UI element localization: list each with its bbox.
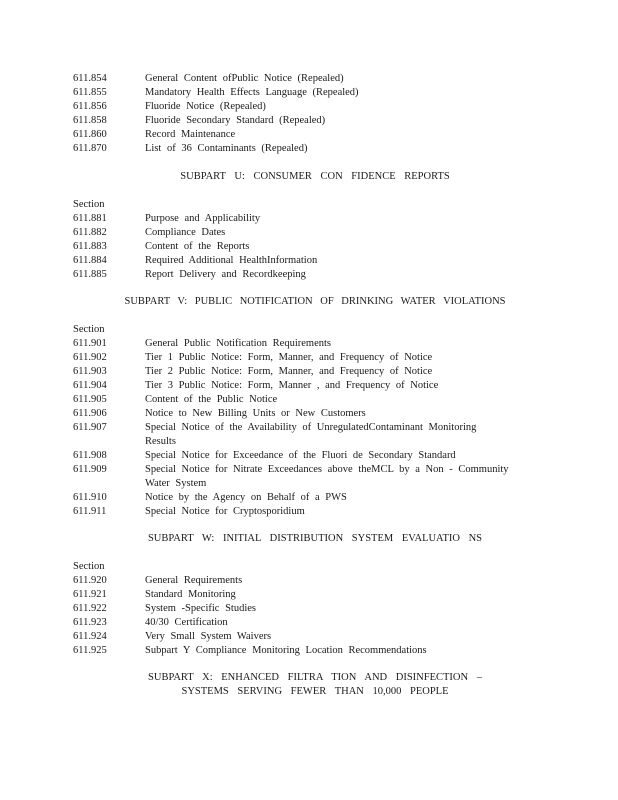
section-number: 611.881 bbox=[73, 213, 107, 224]
section-title: Content of the Public Notice bbox=[145, 394, 278, 405]
section-label: Section bbox=[73, 199, 105, 210]
section-number: 611.923 bbox=[73, 617, 107, 628]
subpart-x-heading-line2: SYSTEMS SERVING FEWER THAN 10,000 PEOPLE bbox=[181, 686, 449, 697]
section-number: 611.921 bbox=[73, 589, 107, 600]
section-label: Section bbox=[73, 561, 105, 572]
section-number: 611.860 bbox=[73, 129, 107, 140]
section-number: 611.854 bbox=[73, 73, 107, 84]
section-title: Notice by the Agency on Behalf of a PWS bbox=[145, 492, 347, 503]
section-number: 611.902 bbox=[73, 352, 107, 363]
section-title: Required Additional HealthInformation bbox=[145, 255, 318, 266]
section-title: Mandatory Health Effects Language (Repealed) bbox=[145, 87, 359, 98]
section-number: 611.855 bbox=[73, 87, 107, 98]
section-title: Purpose and Applicability bbox=[145, 213, 261, 224]
section-number: 611.910 bbox=[73, 492, 107, 503]
section-title-continuation: Water System bbox=[145, 478, 207, 489]
section-number: 611.901 bbox=[73, 338, 107, 349]
section-title: Notice to New Billing Units or New Customers bbox=[145, 408, 366, 419]
section-title: General Public Notification Requirements bbox=[145, 338, 331, 349]
section-number: 611.870 bbox=[73, 143, 107, 154]
section-number: 611.903 bbox=[73, 366, 107, 377]
section-title: Special Notice for Cryptosporidium bbox=[145, 506, 305, 517]
section-label: Section bbox=[73, 324, 105, 335]
section-title-continuation: Results bbox=[145, 436, 176, 447]
section-number: 611.856 bbox=[73, 101, 107, 112]
section-title: 40/30 Certification bbox=[145, 617, 228, 628]
section-number: 611.925 bbox=[73, 645, 107, 656]
section-title: System -Specific Studies bbox=[145, 603, 256, 614]
section-title: Compliance Dates bbox=[145, 227, 226, 238]
section-title: Special Notice for Nitrate Exceedances above theMCL by a Non - Community bbox=[145, 464, 509, 475]
section-title: Tier 2 Public Notice: Form, Manner, and Frequency of Notice bbox=[145, 366, 433, 377]
section-number: 611.904 bbox=[73, 380, 107, 391]
subpart-x-heading-line1: SUBPART X: ENHANCED FILTRA TION AND DISINFECTION – bbox=[148, 672, 482, 683]
section-number: 611.884 bbox=[73, 255, 107, 266]
section-title: Fluoride Secondary Standard (Repealed) bbox=[145, 115, 326, 126]
section-title: General Content ofPublic Notice (Repealed) bbox=[145, 73, 344, 84]
section-number: 611.858 bbox=[73, 115, 107, 126]
section-number: 611.911 bbox=[73, 506, 107, 517]
section-title: Subpart Y Compliance Monitoring Location Recommendations bbox=[145, 645, 427, 656]
section-title: Standard Monitoring bbox=[145, 589, 236, 600]
section-number: 611.905 bbox=[73, 394, 107, 405]
subpart-v-heading: SUBPART V: PUBLIC NOTIFICATION OF DRINKING WATER VIOLATIONS bbox=[124, 296, 506, 307]
subpart-w-heading: SUBPART W: INITIAL DISTRIBUTION SYSTEM EVALUATIO NS bbox=[147, 533, 483, 544]
section-number: 611.909 bbox=[73, 464, 107, 475]
section-title: Very Small System Waivers bbox=[145, 631, 272, 642]
section-title: Special Notice for Exceedance of the Fluori de Secondary Standard bbox=[145, 450, 456, 461]
section-number: 611.882 bbox=[73, 227, 107, 238]
section-title: List of 36 Contaminants (Repealed) bbox=[145, 143, 308, 154]
section-title: Special Notice of the Availability of UnregulatedContaminant Monitoring bbox=[145, 422, 477, 433]
section-title: General Requirements bbox=[145, 575, 243, 586]
section-number: 611.920 bbox=[73, 575, 107, 586]
section-title: Report Delivery and Recordkeeping bbox=[145, 269, 306, 280]
section-title: Content of the Reports bbox=[145, 241, 250, 252]
section-number: 611.922 bbox=[73, 603, 107, 614]
section-title: Tier 1 Public Notice: Form, Manner, and Frequency of Notice bbox=[145, 352, 433, 363]
subpart-u-heading: SUBPART U: CONSUMER CON FIDENCE REPORTS bbox=[180, 171, 450, 182]
section-number: 611.883 bbox=[73, 241, 107, 252]
section-title: Fluoride Notice (Repealed) bbox=[145, 101, 266, 112]
section-number: 611.885 bbox=[73, 269, 107, 280]
section-title: Tier 3 Public Notice: Form, Manner , and Frequency of Notice bbox=[145, 380, 439, 391]
section-number: 611.908 bbox=[73, 450, 107, 461]
section-title: Record Maintenance bbox=[145, 129, 236, 140]
section-number: 611.907 bbox=[73, 422, 107, 433]
section-number: 611.924 bbox=[73, 631, 107, 642]
section-number: 611.906 bbox=[73, 408, 107, 419]
